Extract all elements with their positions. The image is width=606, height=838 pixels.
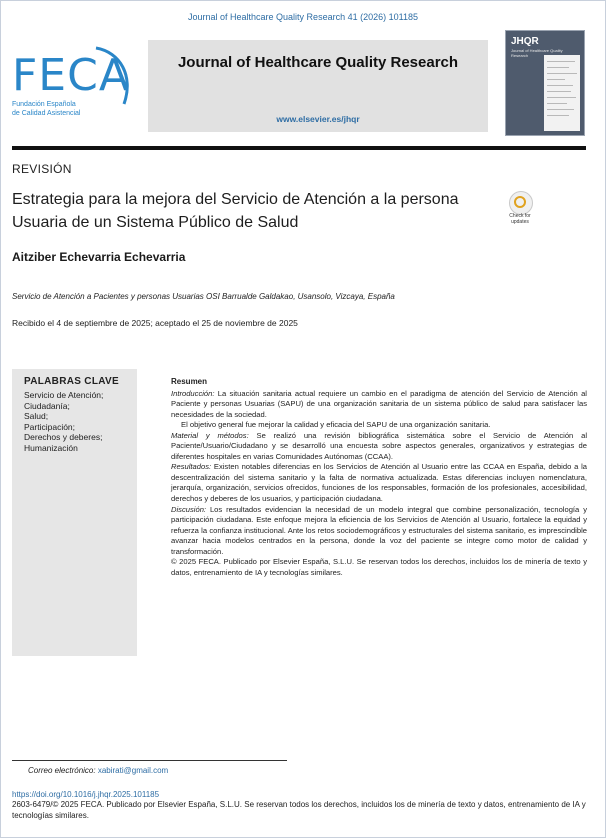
author-affiliation: Servicio de Atención a Pacientes y personas Usuarias OSI Barrualde Galdakao, Usansolo, Vizcaya, España [12,292,395,301]
received-dates: Recibido el 4 de septiembre de 2025; aceptado el 25 de noviembre de 2025 [12,318,298,328]
keywords-heading: PALABRAS CLAVE [24,376,119,387]
header-rule [12,146,586,150]
email-link[interactable]: xabirati@gmail.com [97,766,169,775]
cover-journal-name: Journal of Healthcare Quality Research [511,48,563,58]
logo-subtitle: Fundación Española de Calidad Asistencial [12,101,81,117]
cover-contents-panel [544,55,580,131]
doi-link[interactable]: https://doi.org/10.1016/j.jhqr.2025.101185 [12,790,160,799]
corresponding-email [28,766,168,775]
keyword-item: Humanización [24,442,78,453]
logo-text: FECA [12,50,130,101]
abstract-heading: Resumen [171,377,208,386]
abstract-results: Resultados: Existen notables diferencias en los Servicios de Atención al Usuario entre las CCAA en España, debido a la descentralización del sistema sanitario y la falta de normativa actualizada. Estas diferencias incluyen nomenclatura, jerarquía, organización, servicios ofrecidos, funciones de los responsables, formación de los profesionales, accesibilidad, derechos y deberes de los usuarios, y participación ciudadana. [171,462,587,504]
abstract-methods: Material y métodos: Se realizó una revisión bibliográfica sistemática sobre el Servicio de Atención al Paciente/Usuario/Ciudadano y se desarrolló una encuesta sobre aspectos generales, organizativos y estrategias de diferentes hospitales en varias Comunidades Autónomas (CCAA). [171,430,588,461]
keywords-box [12,369,137,656]
keyword-item: Derechos y deberes; [24,432,103,443]
check-updates-ring-icon [514,196,526,208]
journal-cover-thumbnail [505,30,585,136]
section-label: REVISIÓN [12,162,72,176]
author-name: Aitziber Echevarria Echevarria [12,250,186,264]
keyword-item: Salud; [24,411,49,422]
keywords-list [24,390,134,454]
journal-banner [148,40,488,132]
keyword-item: Servicio de Atención; [24,390,104,400]
journal-url[interactable]: www.elsevier.es/jhqr [276,114,360,124]
footnote-rule [12,760,287,761]
issn-copyright: 2603-6479/© 2025 FECA. Publicado por Elsevier España, S.L.U. Se reservan todos los derechos, incluidos los de minería de texto y datos, entrenamiento de IA y tecnologías similares. [12,800,586,820]
article-title: Estrategia para la mejora del Servicio de Atención a la persona Usuaria de un Sistema Público de Salud [12,191,459,231]
keyword-item: Ciudadanía; [24,400,70,411]
abstract-introduction: Introducción: La situación sanitaria actual requiere un cambio en el paradigma de atención del Servicio de Atención al Paciente y personas Usuarias (SAPU) de una organización sanitaria de un sistema público de salud para satisfacer las necesidades de la sociedad. [171,388,587,419]
journal-citation: Journal of Healthcare Quality Research 41 (2026) 101185 [188,12,418,22]
keyword-item: Participación; [24,421,76,432]
check-updates-label: Check for updates [509,213,531,225]
journal-title: Journal of Healthcare Quality Research [177,54,459,71]
abstract [171,377,587,578]
check-for-updates-button[interactable] [505,191,535,225]
abstract-discussion: Discusión: Los resultados evidencian la necesidad de un modelo integral que combine personalización, tecnología y participación ciudadana. Este enfoque mejora la eficiencia de los Servicios de Atención al Usuario, fortalece la equidad y refuerza la confianza institucional. Ante los retos sociodemográficos y estructurales del sistema sanitario, es imprescindible avanzar hacia modelos centrados en la persona, donde la voz del paciente se integre como motor de calidad y transformación. [171,504,587,556]
email-label: Correo electrónico: [28,766,96,775]
cover-abbreviation: JHQR [511,36,539,47]
abstract-copyright: © 2025 FECA. Publicado por Elsevier España, S.L.U. Se reservan todos los derechos, incluidos los de minería de texto y datos, entrenamiento de IA y tecnologías similares. [171,557,587,577]
abstract-objective: El objetivo general fue mejorar la calidad y eficacia del SAPU de una organización sanitaria. [181,420,491,430]
